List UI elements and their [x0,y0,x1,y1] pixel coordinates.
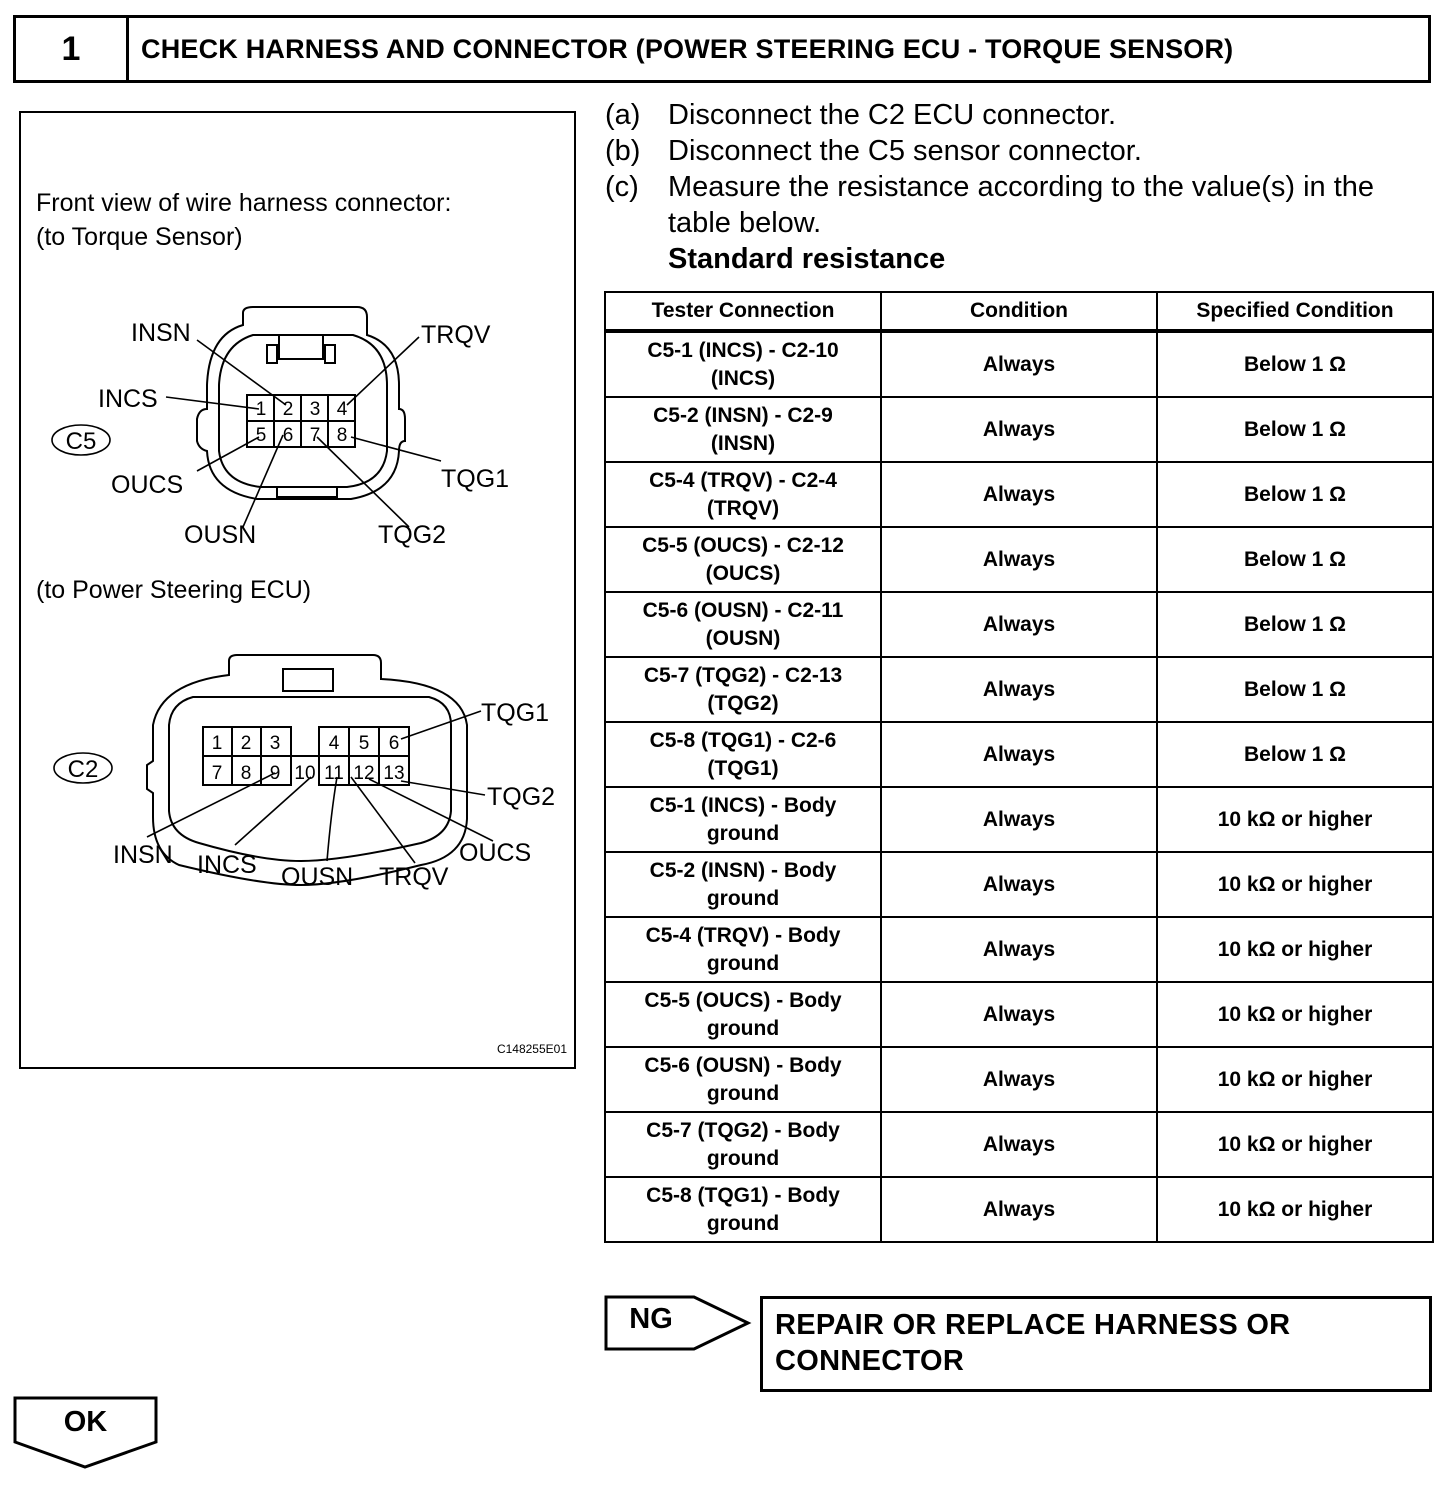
condition-cell: Always [881,657,1157,722]
step-number: 1 [16,18,129,80]
c2-pin: 12 [353,763,375,784]
tester-connection-cell: C5-1 (INCS) - Body ground [605,787,881,852]
tester-connection-cell: C5-5 (OUCS) - Body ground [605,982,881,1047]
c5-pin: 6 [282,425,294,446]
c5-id: C5 [65,428,97,455]
step-text: Disconnect the C5 sensor connector. [668,135,1142,167]
step-title: CHECK HARNESS AND CONNECTOR (POWER STEERING ECU - TORQUE SENSOR) [141,33,1234,64]
c2-pin: 1 [211,733,223,754]
condition-cell: Always [881,462,1157,527]
c2-pin: 7 [211,763,223,784]
figure-caption-ecu: (to Power Steering ECU) [36,576,312,604]
condition-cell: Always [881,397,1157,462]
condition-cell: Always [881,331,1157,397]
table-row [605,787,1433,852]
table-row [605,1177,1433,1242]
c5-pin: 3 [309,399,321,420]
c5-pin: 2 [282,399,294,420]
table-row [605,852,1433,917]
table-row [605,917,1433,982]
step-label: (b) [605,135,641,167]
specified-condition-cell: 10 kΩ or higher [1157,1112,1433,1177]
tester-connection-cell: C5-4 (TRQV) - C2-4 (TRQV) [605,462,881,527]
c2-label-insn: INSN [113,841,173,869]
c5-pin: 7 [309,425,321,446]
tester-connection-cell: C5-7 (TQG2) - C2-13 (TQG2) [605,657,881,722]
tester-connection-cell: C5-4 (TRQV) - Body ground [605,917,881,982]
specified-condition-cell: Below 1 Ω [1157,657,1433,722]
step-label: (c) [605,171,639,203]
specified-condition-cell: Below 1 Ω [1157,462,1433,527]
specified-condition-cell: Below 1 Ω [1157,527,1433,592]
step-a [605,97,1435,133]
c2-pin: 13 [383,763,405,784]
condition-cell: Always [881,592,1157,657]
c5-label-tqg1: TQG1 [441,465,510,493]
condition-cell: Always [881,1177,1157,1242]
step-b [605,133,1435,169]
column-header: Condition [881,292,1157,331]
c5-signal-labels [98,319,509,549]
ng-label: NG [629,1303,673,1335]
specified-condition-cell: 10 kΩ or higher [1157,852,1433,917]
table-row [605,462,1433,527]
condition-cell: Always [881,917,1157,982]
ng-result-box: REPAIR OR REPLACE HARNESS OR CONNECTOR [760,1296,1432,1392]
c2-pin: 9 [269,763,281,784]
specified-condition-cell: 10 kΩ or higher [1157,1177,1433,1242]
tester-connection-cell: C5-1 (INCS) - C2-10 (INCS) [605,331,881,397]
table-row [605,657,1433,722]
c2-id: C2 [67,756,99,783]
specified-condition-cell: 10 kΩ or higher [1157,1047,1433,1112]
c2-pin: 6 [388,733,400,754]
c2-pin-numbers [212,733,405,784]
condition-cell: Always [881,1112,1157,1177]
c2-label-trqv: TRQV [379,863,449,891]
resistance-table [604,291,1434,1243]
specified-condition-cell: 10 kΩ or higher [1157,917,1433,982]
tester-connection-cell: C5-2 (INSN) - Body ground [605,852,881,917]
c5-label-oucs: OUCS [111,471,184,499]
specified-condition-cell: Below 1 Ω [1157,592,1433,657]
connector-figure [19,111,576,1069]
c2-pin: 2 [240,733,252,754]
condition-cell: Always [881,982,1157,1047]
condition-cell: Always [881,787,1157,852]
condition-cell: Always [881,1047,1157,1112]
condition-cell: Always [881,722,1157,787]
connector-diagram [21,113,576,1069]
step-label: (a) [605,99,641,131]
tester-connection-cell: C5-5 (OUCS) - C2-12 (OUCS) [605,527,881,592]
c2-pin: 4 [328,733,340,754]
c2-pin: 10 [294,763,316,784]
tester-connection-cell: C5-8 (TQG1) - Body ground [605,1177,881,1242]
table-row [605,1047,1433,1112]
table-row [605,397,1433,462]
c5-pin: 5 [255,425,267,446]
column-header: Tester Connection [605,292,881,331]
c5-label-trqv: TRQV [421,321,491,349]
tester-connection-cell: C5-6 (OUSN) - Body ground [605,1047,881,1112]
figure-id: C148255E01 [496,1042,567,1056]
c2-label-incs: INCS [197,851,257,879]
tester-connection-cell: C5-7 (TQG2) - Body ground [605,1112,881,1177]
tester-connection-cell: C5-2 (INSN) - C2-9 (INSN) [605,397,881,462]
c5-label-ousn: OUSN [184,521,257,549]
table-row [605,722,1433,787]
c2-pin: 5 [358,733,370,754]
condition-cell: Always [881,852,1157,917]
c5-pin: 8 [336,425,348,446]
c5-label-insn: INSN [131,319,191,347]
c2-pin: 11 [324,763,344,784]
c5-pin: 4 [336,399,348,420]
column-header: Specified Condition [1157,292,1433,331]
specified-condition-cell: 10 kΩ or higher [1157,982,1433,1047]
procedure-steps [605,97,1435,277]
c2-pin: 3 [269,733,281,754]
table-row [605,592,1433,657]
condition-cell: Always [881,527,1157,592]
figure-caption-sensor: (to Torque Sensor) [36,223,243,251]
step-header [13,15,1431,83]
figure-caption: Front view of wire harness connector: [36,189,452,217]
c5-label-tqg2: TQG2 [378,521,447,549]
c2-id-badge [54,753,112,783]
specified-condition-cell: Below 1 Ω [1157,397,1433,462]
step-text: Disconnect the C2 ECU connector. [668,99,1117,131]
step-c [605,169,1435,241]
c2-label-tqg1: TQG1 [481,699,550,727]
tester-connection-cell: C5-6 (OUSN) - C2-11 (OUSN) [605,592,881,657]
c2-pin: 8 [240,763,252,784]
table-header-row [605,292,1433,331]
c2-label-ousn: OUSN [281,863,354,891]
specified-condition-cell: 10 kΩ or higher [1157,787,1433,852]
c5-label-incs: INCS [98,385,158,413]
tester-connection-cell: C5-8 (TQG1) - C2-6 (TQG1) [605,722,881,787]
table-row [605,1112,1433,1177]
c5-pin: 1 [255,399,267,420]
table-row [605,527,1433,592]
specified-condition-cell: Below 1 Ω [1157,722,1433,787]
c5-id-badge [52,425,110,455]
c2-label-oucs: OUCS [459,839,532,867]
step-text: Measure the resistance according to the value(s) in the table below. [668,171,1375,239]
table-row [605,331,1433,397]
standard-resistance-heading: Standard resistance [668,243,946,275]
table-row [605,982,1433,1047]
c2-label-tqg2: TQG2 [487,783,556,811]
ok-label: OK [63,1406,108,1438]
specified-condition-cell: Below 1 Ω [1157,331,1433,397]
